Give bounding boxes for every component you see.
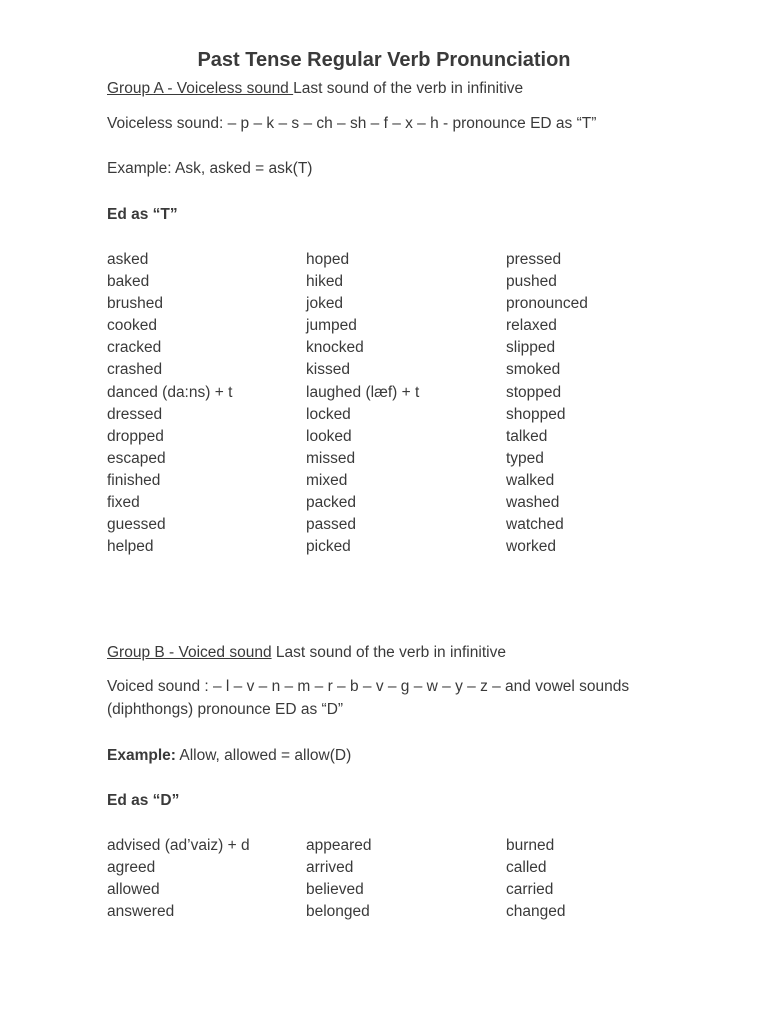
group-a-column-2	[306, 249, 419, 558]
group-b-sounds-line-2: (diphthongs) pronounce ED as “D”	[107, 701, 344, 718]
group-a-sounds: Voiceless sound: – p – k – s – ch – sh – f – x – h - pronounce ED as “T”	[107, 115, 597, 132]
list-item: passed	[306, 516, 356, 534]
list-item: arrived	[306, 859, 354, 877]
list-item: shopped	[506, 405, 566, 423]
group-a-example: Example: Ask, asked = ask(T)	[107, 160, 313, 177]
list-item: knocked	[306, 339, 364, 357]
list-item: appeared	[306, 837, 372, 854]
group-a-column-3	[506, 249, 588, 558]
list-item: cooked	[107, 317, 157, 335]
list-item: dropped	[107, 427, 164, 445]
group-a-column-1	[107, 249, 232, 558]
list-item: looked	[306, 427, 352, 445]
list-item: brushed	[107, 295, 164, 313]
list-item: agreed	[107, 859, 156, 877]
list-item: burned	[506, 837, 555, 854]
list-item: cracked	[107, 339, 162, 357]
list-item: worked	[506, 538, 556, 556]
list-item: walked	[506, 471, 555, 489]
list-item: pushed	[506, 273, 557, 291]
group-b-column-2	[306, 835, 372, 923]
list-item: allowed	[107, 881, 160, 899]
list-item: hoped	[306, 251, 350, 268]
list-item: crashed	[107, 361, 163, 379]
list-item: fixed	[107, 494, 140, 512]
group-a-heading-rest: Last sound of the verb in infinitive	[293, 80, 524, 97]
list-item: relaxed	[506, 317, 557, 335]
list-item: slipped	[506, 339, 556, 357]
list-item: carried	[506, 881, 554, 899]
list-item: jumped	[306, 317, 357, 335]
list-item: typed	[506, 449, 544, 467]
list-item: asked	[107, 251, 149, 268]
list-item: escaped	[107, 449, 166, 467]
list-item: dressed	[107, 405, 163, 423]
list-item: laughed (læf) + t	[306, 383, 420, 401]
list-item: joked	[306, 295, 344, 313]
group-b-column-1	[107, 835, 250, 923]
list-item: guessed	[107, 516, 166, 534]
list-item: stopped	[506, 383, 562, 401]
group-b-example-rest: Allow, allowed = allow(D)	[175, 747, 352, 764]
list-item: washed	[506, 494, 560, 512]
list-item: believed	[306, 881, 364, 899]
list-item: missed	[306, 449, 356, 467]
list-item: smoked	[506, 361, 561, 379]
list-item: helped	[107, 538, 154, 556]
list-item: pronounced	[506, 295, 588, 313]
group-a-heading	[107, 78, 523, 100]
group-b-column-3	[506, 835, 565, 923]
group-a-heading-underlined: Group A - Voiceless sound	[107, 80, 294, 97]
list-item: hiked	[306, 273, 344, 291]
list-item: mixed	[306, 471, 348, 489]
group-b-heading-rest: Last sound of the verb in infinitive	[271, 644, 506, 661]
group-b-sounds-line-1: Voiced sound : – l – v – n – m – r – b – v – g – w – y – z – and vowel sounds	[107, 678, 630, 695]
page-title: Past Tense Regular Verb Pronunciation	[197, 49, 571, 71]
list-item: kissed	[306, 361, 350, 379]
group-b-example-label: Example:	[107, 747, 176, 764]
list-item: belonged	[306, 903, 370, 921]
list-item: packed	[306, 494, 356, 512]
group-b-example	[107, 745, 351, 767]
list-item: picked	[306, 538, 351, 556]
list-item: locked	[306, 405, 351, 423]
list-item: called	[506, 859, 547, 877]
list-item: answered	[107, 903, 175, 921]
list-item: baked	[107, 273, 150, 291]
list-item: talked	[506, 427, 548, 445]
group-b-ed-label: Ed as “D”	[107, 792, 180, 809]
list-item: pressed	[506, 251, 562, 268]
list-item: watched	[506, 516, 564, 534]
list-item: danced (da:ns) + t	[107, 383, 233, 401]
list-item: advised (ad’vaiz) + d	[107, 837, 250, 854]
group-a-ed-label: Ed as “T”	[107, 206, 178, 223]
group-b-heading	[107, 642, 506, 664]
group-b-heading-underlined: Group B - Voiced sound	[107, 644, 272, 661]
list-item: changed	[506, 903, 566, 921]
list-item: finished	[107, 471, 161, 489]
